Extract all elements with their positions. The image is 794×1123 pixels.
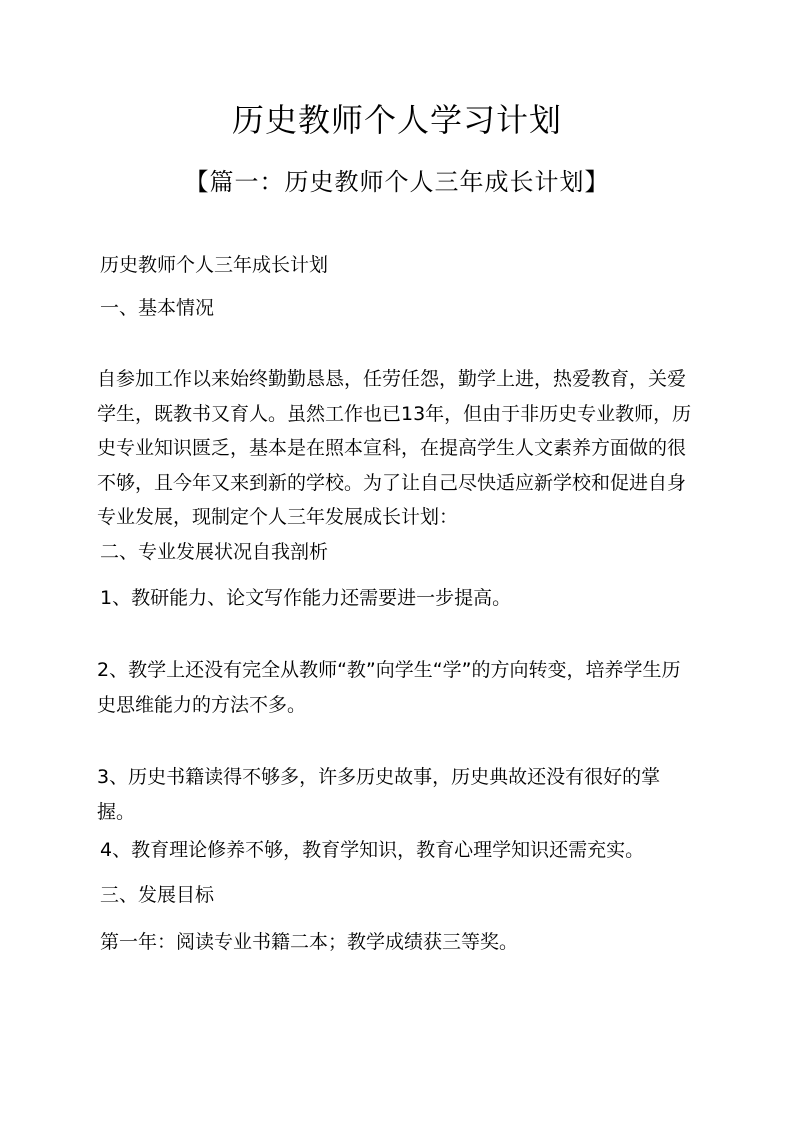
section-self-analysis-heading: 二、专业发展状况自我剖析 bbox=[100, 541, 329, 563]
document-title: 历史教师个人学习计划 bbox=[231, 101, 562, 139]
analysis-item-1: 1、教研能力、论文写作能力还需要进一步提高。 bbox=[100, 587, 512, 609]
analysis-item-4: 4、教育理论修养不够，教育学知识，教育心理学知识还需充实。 bbox=[100, 839, 645, 861]
analysis-item-3: 3、历史书籍读得不够多，许多历史故事，历史典故还没有很好的掌握。 bbox=[97, 766, 661, 823]
document-subtitle: 【篇一：历史教师个人三年成长计划】 bbox=[184, 168, 610, 196]
section-basic-info-heading: 一、基本情况 bbox=[100, 297, 215, 319]
section-basic-info-body: 自参加工作以来始终勤勤恳恳，任劳任怨，勤学上进，热爱教育，关爱学生，既教书又育人。虽然工作也已13年，但由于非历史专业教师，历史专业知识匮乏，基本是在照本宣科，在提高学生人文素养方面做的很不够，且今年又来到新的学校。为了让自己尽快适应新学校和促进自身专业发展，现制定个人三年发展成长计划： bbox=[97, 368, 692, 528]
analysis-item-2: 2、教学上还没有完全从教师“教”向学生“学”的方向转变，培养学生历史思维能力的方法不多。 bbox=[97, 659, 681, 716]
section-goals-heading: 三、发展目标 bbox=[100, 884, 215, 906]
goal-year-1: 第一年：阅读专业书籍二本；教学成绩获三等奖。 bbox=[100, 931, 519, 953]
plan-heading: 历史教师个人三年成长计划 bbox=[100, 254, 329, 276]
